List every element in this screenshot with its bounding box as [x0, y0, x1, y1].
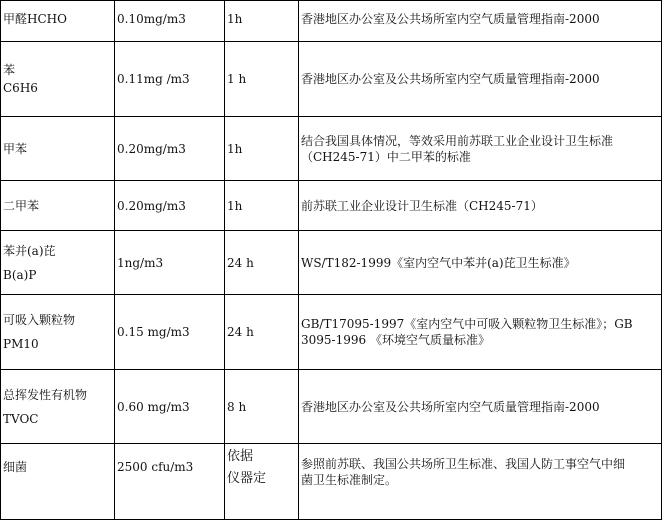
- averaging-time: 24 h: [227, 255, 254, 270]
- standard-cell: [299, 370, 662, 444]
- standard-cell: [299, 42, 662, 117]
- limit-value: 0.20mg/m3: [117, 141, 186, 156]
- standard-text: （CH245-71）中二甲苯的标准: [301, 149, 471, 164]
- averaging-time: 1h: [227, 141, 243, 156]
- table-row: [1, 117, 662, 181]
- table-row: [1, 42, 662, 117]
- pollutant-abbrev: TVOC: [3, 411, 39, 426]
- pollutant-abbrev: PM10: [3, 337, 39, 351]
- pollutant-name: 二甲苯: [3, 198, 40, 213]
- averaging-time: 仪器定: [227, 471, 267, 486]
- limit-value: 0.11mg /m3: [117, 72, 190, 86]
- pollutant-name: 甲醛HCHO: [3, 12, 67, 26]
- averaging-time-cell: [225, 1, 299, 42]
- averaging-time: 依据: [227, 449, 254, 464]
- pollutant-cell: [1, 370, 115, 444]
- limit-value-cell: [115, 231, 225, 295]
- limit-value: 0.20mg/m3: [117, 198, 186, 213]
- table-row: [1, 295, 662, 370]
- standard-cell: [299, 231, 662, 295]
- table-row: [1, 444, 662, 520]
- pollutant-name: 可吸入颗粒物: [3, 313, 76, 327]
- pollutant-name: 总挥发性有机物: [3, 387, 88, 402]
- averaging-time: 1h: [227, 12, 243, 26]
- averaging-time-cell: [225, 117, 299, 181]
- pollutant-formula: C6H6: [3, 81, 38, 95]
- limit-value: 0.15 mg/m3: [117, 325, 190, 339]
- standard-cell: [299, 181, 662, 231]
- standard-cell: [299, 295, 662, 370]
- pollutant-cell: [1, 231, 115, 295]
- standard-text: 3095-1996 《环境空气质量标准》: [301, 333, 490, 347]
- limit-value: 2500 cfu/m3: [117, 460, 194, 474]
- limit-value: 0.60 mg/m3: [117, 399, 190, 414]
- table-row: [1, 231, 662, 295]
- standard-text: 香港地区办公室及公共场所室内空气质量管理指南-2000: [301, 72, 600, 86]
- pollutant-name: 苯: [3, 63, 16, 77]
- pollutant-cell: [1, 295, 115, 370]
- limit-value: 0.10mg/m3: [117, 12, 186, 26]
- standard-text: 结合我国具体情况，等效采用前苏联工业企业设计卫生标准: [301, 133, 614, 148]
- pollutant-cell: [1, 42, 115, 117]
- standard-text: 菌卫生标准制定。: [301, 473, 398, 487]
- limit-value-cell: [115, 1, 225, 42]
- averaging-time: 1 h: [227, 72, 247, 86]
- averaging-time-cell: [225, 231, 299, 295]
- table-row: [1, 1, 662, 42]
- table-row: [1, 181, 662, 231]
- standard-text: 香港地区办公室及公共场所室内空气质量管理指南-2000: [301, 399, 600, 414]
- limit-value-cell: [115, 444, 225, 520]
- standard-cell: [299, 1, 662, 42]
- limit-value-cell: [115, 295, 225, 370]
- standard-text: 香港地区办公室及公共场所室内空气质量管理指南-2000: [301, 12, 600, 26]
- pollutant-name: 苯并(a)芘: [3, 243, 56, 258]
- pollutant-cell: [1, 181, 115, 231]
- averaging-time: 24 h: [227, 325, 254, 339]
- averaging-time-cell: [225, 42, 299, 117]
- standard-text: 前苏联工业企业设计卫生标准（CH245-71）: [301, 198, 543, 213]
- averaging-time-cell: [225, 370, 299, 444]
- limit-value-cell: [115, 42, 225, 117]
- limit-value-cell: [115, 117, 225, 181]
- limit-value: 1ng/m3: [117, 255, 164, 270]
- pollutant-name: 细菌: [3, 460, 28, 474]
- standard-text: GB/T17095-1997《室内空气中可吸入颗粒物卫生标准》；GB: [301, 317, 633, 331]
- pollutant-name: 甲苯: [3, 141, 28, 156]
- pollutant-cell: [1, 444, 115, 520]
- standard-cell: [299, 444, 662, 520]
- averaging-time: 8 h: [227, 399, 247, 414]
- averaging-time-cell: [225, 444, 299, 520]
- averaging-time-cell: [225, 295, 299, 370]
- averaging-time-cell: [225, 181, 299, 231]
- table-row: [1, 370, 662, 444]
- pollutant-formula: B(a)P: [3, 267, 37, 282]
- limit-value-cell: [115, 370, 225, 444]
- standard-text: 参照前苏联、我国公共场所卫生标准、我国人防工事空气中细: [301, 457, 626, 471]
- averaging-time: 1h: [227, 198, 243, 213]
- pollutant-cell: [1, 1, 115, 42]
- limit-value-cell: [115, 181, 225, 231]
- pollutant-cell: [1, 117, 115, 181]
- standard-cell: [299, 117, 662, 181]
- standard-text: WS/T182-1999《室内空气中苯并(a)芘卫生标准》: [301, 255, 576, 270]
